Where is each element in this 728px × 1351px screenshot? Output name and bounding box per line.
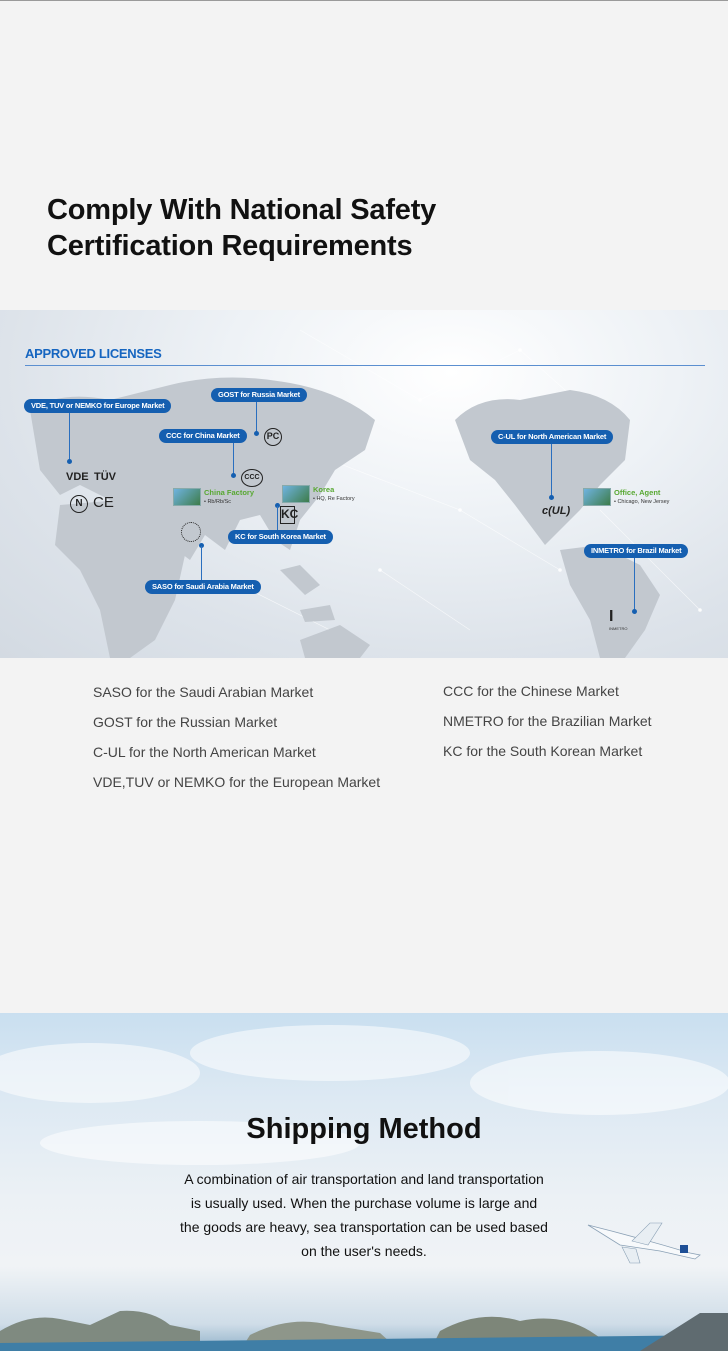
certification-title-line1: Comply With National Safety <box>47 194 437 226</box>
shipping-description: A combination of air transportation and land transportation is usually used. When the purchase volume is large and the goods are heavy, sea transportation can be used based on the user's needs. <box>180 1171 548 1259</box>
vde-mark-icon: VDE <box>66 471 89 483</box>
pin-line-russia <box>256 402 257 432</box>
pin-line-saudi <box>201 546 202 580</box>
airplane-icon <box>588 1223 700 1263</box>
pin-dot-china <box>231 473 236 478</box>
shipping-title: Shipping Method <box>246 1113 482 1145</box>
kc-mark-icon: KC <box>280 506 295 524</box>
china-factory-sublabel: • Rb/Rb/Sc <box>204 499 231 505</box>
cul-mark-icon: c(UL) <box>542 505 571 517</box>
approved-licenses-heading: APPROVED LICENSES <box>25 346 162 361</box>
ccc-mark-icon: CCC <box>241 469 263 487</box>
office-agent-sublabel: • Chicago, New Jersey <box>614 499 670 505</box>
pin-line-north-america <box>551 444 552 496</box>
cert-item: C-UL for the North American Market <box>93 744 316 760</box>
certification-title <box>47 192 687 264</box>
cert-item: SASO for the Saudi Arabian Market <box>93 684 314 700</box>
cert-list-left <box>93 683 380 803</box>
inmetro-mark-icon: I <box>609 608 614 625</box>
pin-line-china <box>233 443 234 475</box>
office-agent-image <box>583 488 611 506</box>
china-factory-label: China Factory <box>204 488 255 497</box>
cert-list-right <box>443 682 652 772</box>
tag-china: CCC for China Market <box>159 429 247 443</box>
pin-dot-russia <box>254 431 259 436</box>
tag-europe: VDE, TUV or NEMKO for Europe Market <box>24 399 171 413</box>
top-divider <box>0 0 728 1</box>
tuv-mark-icon: TÜV <box>94 471 116 483</box>
cert-item: CCC for the Chinese Market <box>443 683 619 699</box>
pin-dot-north-america <box>549 495 554 500</box>
cert-item: NMETRO for the Brazilian Market <box>443 713 652 729</box>
pin-dot-brazil <box>632 609 637 614</box>
office-agent-label: Office, Agent <box>614 488 661 497</box>
tag-korea: KC for South Korea Market <box>228 530 333 544</box>
tag-brazil: INMETRO for Brazil Market <box>584 544 688 558</box>
heading-underline <box>25 365 705 366</box>
pin-line-korea <box>277 506 278 530</box>
pin-line-brazil <box>634 558 635 610</box>
tag-saudi: SASO for Saudi Arabia Market <box>145 580 261 594</box>
tag-russia: GOST for Russia Market <box>211 388 307 402</box>
ce-mark-icon: CE <box>93 494 114 511</box>
nemko-mark-icon: N <box>70 495 88 513</box>
korea-label: Korea <box>313 485 335 494</box>
approved-licenses-map <box>0 310 728 658</box>
gost-mark-icon: PC <box>264 428 282 446</box>
tag-north-america: C-UL for North American Market <box>491 430 613 444</box>
cert-item: KC for the South Korean Market <box>443 743 643 759</box>
saso-mark-icon <box>181 522 201 542</box>
pin-line-europe <box>69 413 70 461</box>
cert-item: VDE,TUV or NEMKO for the European Market <box>93 774 381 790</box>
korea-sublabel: • HQ, Re Factory <box>313 496 355 502</box>
inmetro-mark-label: INMETRO <box>609 626 628 631</box>
korea-hq-image <box>282 485 310 503</box>
certification-title-line2: Certification Requirements <box>47 230 413 262</box>
cert-item: GOST for the Russian Market <box>93 714 278 730</box>
pin-dot-europe <box>67 459 72 464</box>
china-factory-image <box>173 488 201 506</box>
